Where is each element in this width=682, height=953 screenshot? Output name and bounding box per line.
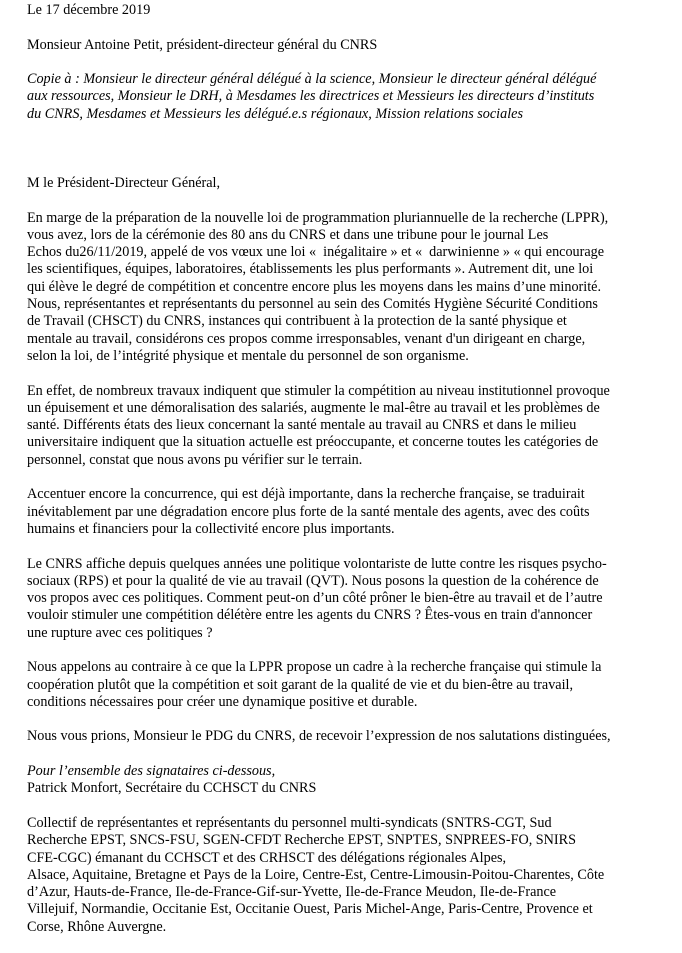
copy-list xyxy=(27,71,667,123)
paragraph-line: coopération plutôt que la compétition et soit garant de la qualité de vie et du bien-être au travail, xyxy=(27,676,574,693)
salutation-line: M le Président-Directeur Général, xyxy=(27,174,221,191)
signature-intro: Pour l’ensemble des signataires ci-dessous, xyxy=(27,763,276,780)
date-line: Le 17 décembre 2019 xyxy=(27,2,151,18)
collective-signatories xyxy=(27,815,667,936)
collective-line: Collectif de représentantes et représentants du personnel multi-syndicats (SNTRS-CGT, Sud xyxy=(27,814,552,831)
paragraph-line: inévitablement par une dégradation encore plus forte de la santé mentale des agents, avec des coûts xyxy=(27,503,590,520)
letter-date xyxy=(27,2,667,19)
paragraph-line: vos propos avec ces politiques. Comment peut-on d’un côté prôner le bien-être au travail et de l’autre xyxy=(27,590,603,607)
copy-line: du CNRS, Mesdames et Messieurs les délégué.e.s régionaux, Mission relations sociales xyxy=(27,105,523,122)
paragraph-line: vous avez, lors de la cérémonie des 80 ans du CNRS et dans une tribune pour le journal Les xyxy=(27,226,549,243)
paragraph-line: En marge de la préparation de la nouvelle loi de programmation pluriannuelle de la recherche (LPPR), xyxy=(27,209,609,226)
paragraph-line: Nous appelons au contraire à ce que la LPPR propose un cadre à la recherche française qui stimule la xyxy=(27,659,602,676)
closing-line: Nous vous prions, Monsieur le PDG du CNRS, de recevoir l’expression de nos salutations distinguées, xyxy=(27,728,611,745)
spacer xyxy=(27,140,667,175)
paragraph-line: les scientifiques, équipes, laboratoires, établissements les plus performants ». Autrement dit, une loi xyxy=(27,261,594,278)
paragraph-line: En effet, de nombreux travaux indiquent que stimuler la compétition au niveau institutionnel provoque xyxy=(27,382,610,399)
letter-page xyxy=(27,2,667,953)
paragraph-line: universitaire indiquent que la situation actuelle est préoccupante, et concerne toutes les catégories de xyxy=(27,434,599,451)
paragraph-4 xyxy=(27,556,667,642)
collective-line: Alsace, Aquitaine, Bretagne et Pays de la Loire, Centre-Est, Centre-Limousin-Poitou-Charentes, Côte xyxy=(27,866,605,883)
collective-line: Recherche EPST, SNCS-FSU, SGEN-CFDT Recherche EPST, SNPTES, SNPREES-FO, SNIRS xyxy=(27,832,577,849)
paragraph-3 xyxy=(27,486,667,538)
salutation xyxy=(27,175,667,192)
paragraph-line: Le CNRS affiche depuis quelques années une politique volontariste de lutte contre les risques psycho- xyxy=(27,555,607,572)
paragraph-line: de Travail (CHSCT) du CNRS, instances qui contribuent à la protection de la santé physique et xyxy=(27,313,567,330)
paragraph-line: humains et financiers pour la collectivité encore plus importants. xyxy=(27,520,395,537)
paragraph-line: un épuisement et une démoralisation des salariés, augmente le mal-être au travail et les problèmes de xyxy=(27,399,600,416)
paragraph-5 xyxy=(27,659,667,711)
paragraph-line: Nous, représentantes et représentants du personnel au sein des Comités Hygiène Sécurité Conditions xyxy=(27,296,598,313)
collective-line: d’Azur, Hauts-de-France, Ile-de-France-Gif-sur-Yvette, Ile-de-France Meudon, Ile-de-France xyxy=(27,884,557,901)
closing xyxy=(27,728,667,745)
paragraph-line: santé. Différents états des lieux concernant la santé mentale au travail au CNRS et dans le milieu xyxy=(27,417,577,434)
signature xyxy=(27,763,667,798)
signature-name: Patrick Monfort, Secrétaire du CCHSCT du CNRS xyxy=(27,780,317,797)
paragraph-line: selon la loi, de l’intégrité physique et mentale du personnel de son organisme. xyxy=(27,347,469,364)
copy-line: aux ressources, Monsieur le DRH, à Mesdames les directrices et Messieurs les directeurs d’instituts xyxy=(27,88,595,105)
paragraph-line: Accentuer encore la concurrence, qui est déjà importante, dans la recherche française, se traduirait xyxy=(27,486,585,503)
paragraph-line: conditions nécessaires pour créer une dynamique positive et durable. xyxy=(27,693,418,710)
paragraph-line: Echos du26/11/2019, appelé de vos vœux une loi « inégalitaire » et « darwinienne » « qui encourage xyxy=(27,244,605,261)
collective-line: Corse, Rhône Auvergne. xyxy=(27,918,167,935)
paragraph-line: sociaux (RPS) et pour la qualité de vie au travail (QVT). Nous posons la question de la cohérence de xyxy=(27,572,599,589)
letter-recipient xyxy=(27,37,667,54)
copy-line: Copie à : Monsieur le directeur général délégué à la science, Monsieur le directeur général délégué xyxy=(27,71,597,88)
paragraph-line: mentale au travail, considérons ces propos comme irresponsables, venant d'un dirigeant en charge, xyxy=(27,330,586,347)
paragraph-line: personnel, constat que nous avons pu vérifier sur le terrain. xyxy=(27,451,363,468)
paragraph-1 xyxy=(27,210,667,366)
collective-line: CFE-CGC) émanant du CCHSCT et des CRHSCT des délégations régionales Alpes, xyxy=(27,849,507,866)
collective-line: Villejuif, Normandie, Occitanie Est, Occitanie Ouest, Paris Michel-Ange, Paris-Centre, Provence et xyxy=(27,901,593,918)
paragraph-line: une rupture avec ces politiques ? xyxy=(27,624,213,641)
paragraph-line: qui élève le degré de compétition et concentre encore plus les moyens dans les mains d’une minorité. xyxy=(27,278,602,295)
paragraph-line: vouloir stimuler une compétition délétère entre les agents du CNRS ? Êtes-vous en train d'annoncer xyxy=(27,607,593,624)
recipient-line: Monsieur Antoine Petit, président-directeur général du CNRS xyxy=(27,36,378,53)
paragraph-2 xyxy=(27,383,667,469)
